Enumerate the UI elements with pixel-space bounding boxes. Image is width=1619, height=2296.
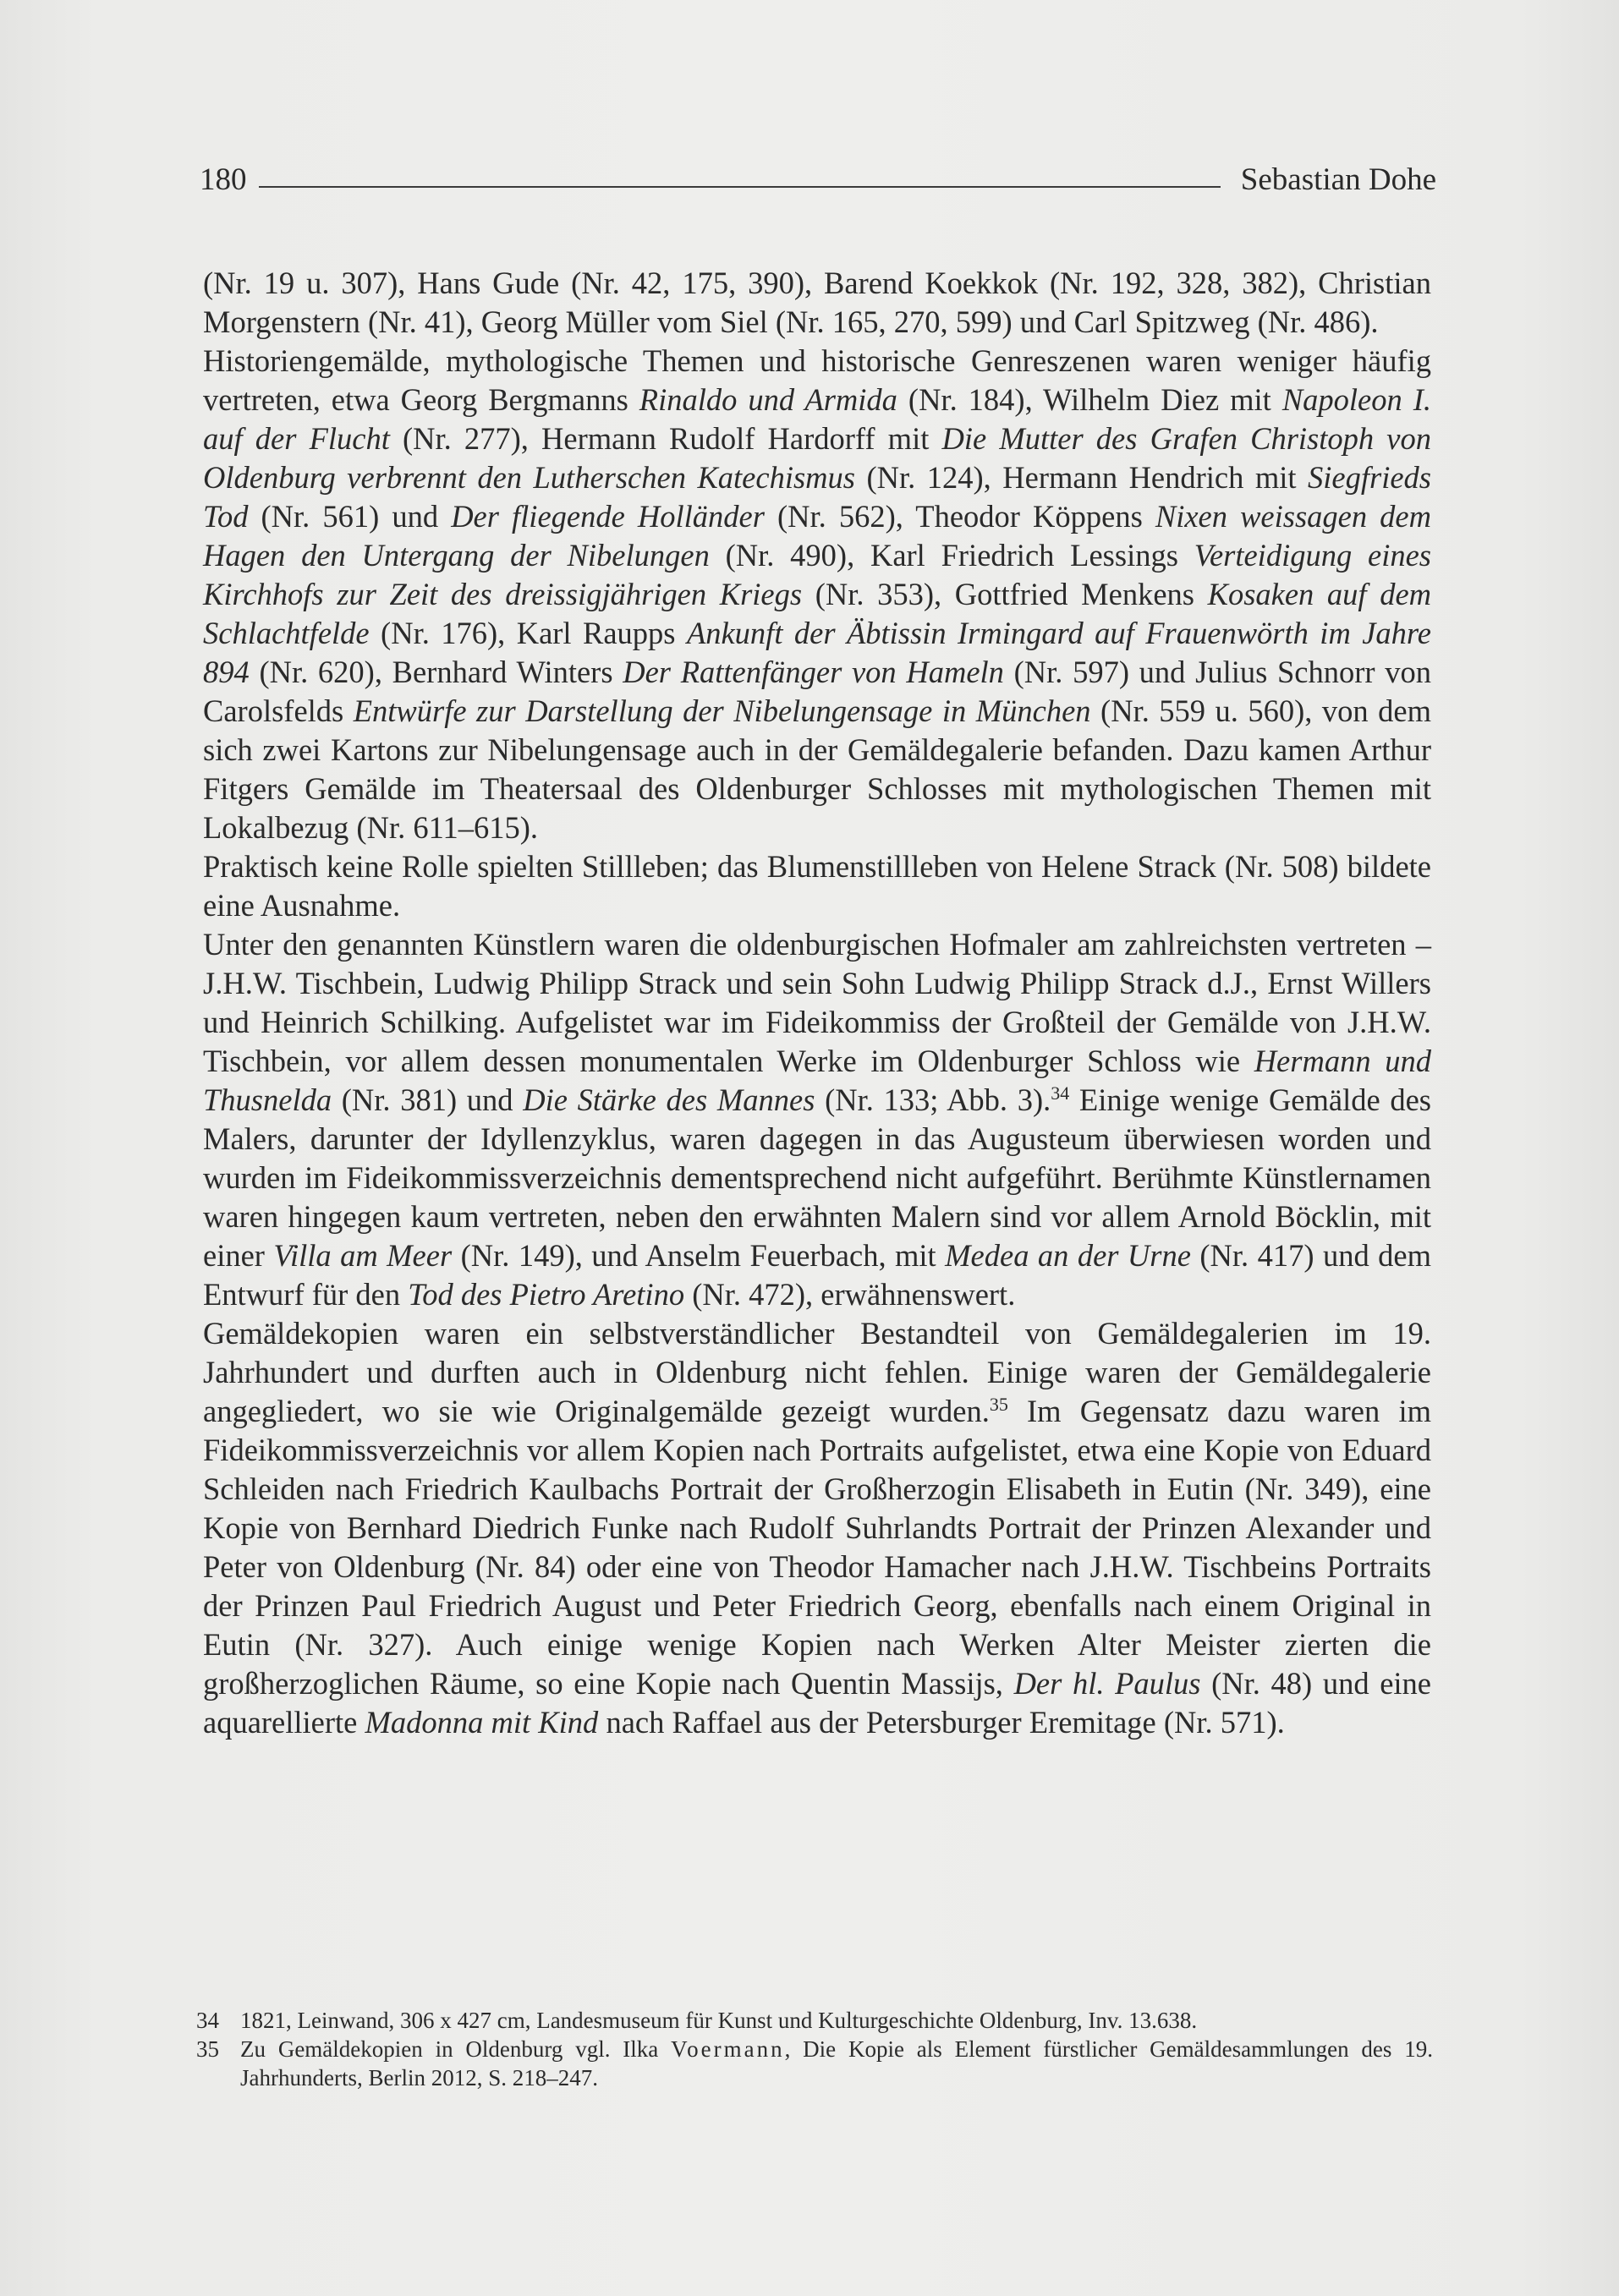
text-run: Praktisch keine Rolle spielten Stillleben; das Blumenstillleben von Helene Strack (Nr. 508) bildete eine Ausnahme. [203,849,1431,923]
footnote [196,2006,1433,2035]
artwork-title: Tod des Pietro Aretino [408,1277,685,1312]
text-run: nach Raffael aus der Petersburger Eremitage (Nr. 571). [598,1705,1285,1740]
artwork-title: Madonna mit Kind [365,1705,599,1740]
footnotes [196,2006,1433,2092]
artwork-title: Rinaldo und Armida [639,382,897,417]
text-run: (Nr. 184), Wilhelm Diez mit [897,382,1282,417]
artwork-title: Der fliegende Holländer [451,499,765,534]
artwork-title: Siegfrieds Tod [203,460,1432,534]
text-run: (Nr. 149), und Anselm Feuerbach, mit [452,1238,946,1273]
paragraph [203,925,1431,1314]
running-header [200,147,1436,198]
paragraph [203,264,1431,342]
text-run: (Nr. 597) und Julius Schnorr von Carolsfelds [203,655,1431,728]
text-run: (Nr. 417) und dem Entwurf für den [203,1238,1431,1312]
artwork-title: Der Rattenfänger von Hameln [623,655,1004,689]
artwork-title: Villa am Meer [273,1238,453,1273]
artwork-title: Napoleon I. auf der Flucht [203,382,1432,456]
text-run: (Nr. 620), Bernhard Winters [249,655,623,689]
text-run: (Nr. 353), Gottfried Menkens [802,577,1208,611]
footnote-text [240,2035,1433,2092]
footnote-ref: 34 [1051,1082,1070,1104]
footnote-number: 35 [196,2036,219,2062]
running-head-author: Sebastian Dohe [1240,162,1436,197]
footnote-text [240,2006,1433,2035]
page-number: 180 [200,162,247,197]
paragraph [203,847,1431,925]
artwork-title: Entwürfe zur Darstellung der Nibelungensage in München [353,693,1091,728]
text-run: 1821, Leinwand, 306 x 427 cm, Landesmuseum für Kunst und Kulturgeschichte Oldenburg, Inv. 13.638. [240,2008,1198,2033]
paragraph [203,1314,1431,1742]
text-run: Historiengemälde, mythologische Themen und historische Genreszenen waren weniger häufig vertreten, etwa Georg Bergmanns [203,343,1431,417]
footnote [196,2035,1433,2092]
author-name: Voermann [671,2036,785,2062]
text-run: (Nr. 133; Abb. 3). [815,1082,1051,1117]
text-run: , Die Kopie als Element fürstlicher Gemäldesammlungen des 19. Jahrhunderts, Berlin 2012, S. 218–247. [240,2036,1433,2091]
artwork-title: Hermann und Thusnelda [203,1044,1431,1117]
text-run: Gemäldekopien waren ein selbstverständlicher Bestandteil von Gemäldegalerien im 19. Jahrhundert und durften auch in Oldenburg nicht fehlen. Einige waren der Gemäldegalerie angegliedert, wo sie wie Originalgemälde gezeigt wurden. [203,1316,1431,1428]
text-run: (Nr. 19 u. 307), Hans Gude (Nr. 42, 175, 390), Barend Koekkok (Nr. 192, 328, 382), Christian Morgenstern (Nr. 41), Georg Müller vom Siel (Nr. 165, 270, 599) und Carl Spitzweg (Nr. 486). [203,266,1431,339]
text-run: (Nr. 381) und [332,1082,524,1117]
text-run: Unter den genannten Künstlern waren die oldenburgischen Hofmaler am zahlreichsten vertreten – J.H.W. Tischbein, Ludwig Philipp Strack und sein Sohn Ludwig Philipp Strack d.J., Ernst Willers und Heinrich Schilking. Aufgelistet war im Fideikommiss der Großteil der Gemälde von J.H.W. Tischbein, vor allem dessen monumentalen Werke im Oldenburger Schloss wie [203,927,1431,1078]
text-run: (Nr. 48) und eine aquarellierte [203,1666,1431,1740]
paragraph [203,342,1431,847]
artwork-title: Kosaken auf dem Schlachtfelde [203,577,1431,650]
text-run: Im Gegensatz dazu waren im Fideikommissverzeichnis vor allem Kopien nach Portraits aufgelistet, etwa eine Kopie von Eduard Schleiden nach Friedrich Kaulbachs Portrait der Großherzogin Elisabeth in Eutin (Nr. 349), eine Kopie von Bernhard Diedrich Funke nach Rudolf Suhrlandts Portrait der Prinzen Alexander und Peter von Oldenburg (Nr. 84) oder eine von Theodor Hamacher nach J.H.W. Tischbeins Portraits der Prinzen Paul Friedrich August und Peter Friedrich Georg, ebenfalls nach einem Original in Eutin (Nr. 327). Auch einige wenige Kopien nach Werken Alter Meister zierten die großherzoglichen Räume, so eine Kopie nach Quentin Massijs, [203,1394,1431,1701]
artwork-title: Der hl. Paulus [1013,1666,1201,1701]
text-run: (Nr. 472), erwähnenswert. [684,1277,1016,1312]
footnote-number: 34 [196,2008,219,2033]
text-run: Zu Gemäldekopien in Oldenburg vgl. Ilka [240,2036,672,2062]
footnote-ref: 35 [989,1393,1008,1415]
artwork-title: Die Mutter des Grafen Christoph von Oldenburg verbrennt den Lutherschen Katechismus [203,421,1431,495]
artwork-title: Nixen weissagen dem Hagen den Untergang der Nibelungen [203,499,1431,573]
text-run: (Nr. 559 u. 560), von dem sich zwei Kartons zur Nibelungensage auch in der Gemäldegalerie befanden. Dazu kamen Arthur Fitgers Gemälde im Theatersaal des Oldenburger Schlosses mit mythologischen Themen mit Lokalbezug (Nr. 611–615). [203,693,1431,845]
artwork-title: Die Stärke des Mannes [523,1082,815,1117]
text-run: (Nr. 176), Karl Raupps [369,616,687,650]
artwork-title: Ankunft der Äbtissin Irmingard auf Frauenwörth im Jahre 894 [203,616,1431,689]
header-rule [259,186,1221,188]
text-run: (Nr. 561) und [248,499,452,534]
text-run: Einige wenige Gemälde des Malers, darunter der Idyllenzyklus, waren dagegen in das Augusteum überwiesen worden und wurden im Fideikommissverzeichnis dementsprechend nicht aufgeführt. Berühmte Künstlernamen waren hingegen kaum vertreten, neben den erwähnten Malern sind vor allem Arnold Böcklin, mit einer [203,1082,1432,1273]
text-run: (Nr. 490), Karl Friedrich Lessings [709,538,1194,573]
artwork-title: Medea an der Urne [945,1238,1191,1273]
artwork-title: Verteidigung eines Kirchhofs zur Zeit des dreissigjährigen Kriegs [203,538,1431,611]
text-run: (Nr. 124), Hermann Hendrich mit [855,460,1309,495]
text-run: (Nr. 562), Theodor Köppens [764,499,1155,534]
body-text [203,264,1431,1742]
text-run: (Nr. 277), Hermann Rudolf Hardorff mit [389,421,942,456]
